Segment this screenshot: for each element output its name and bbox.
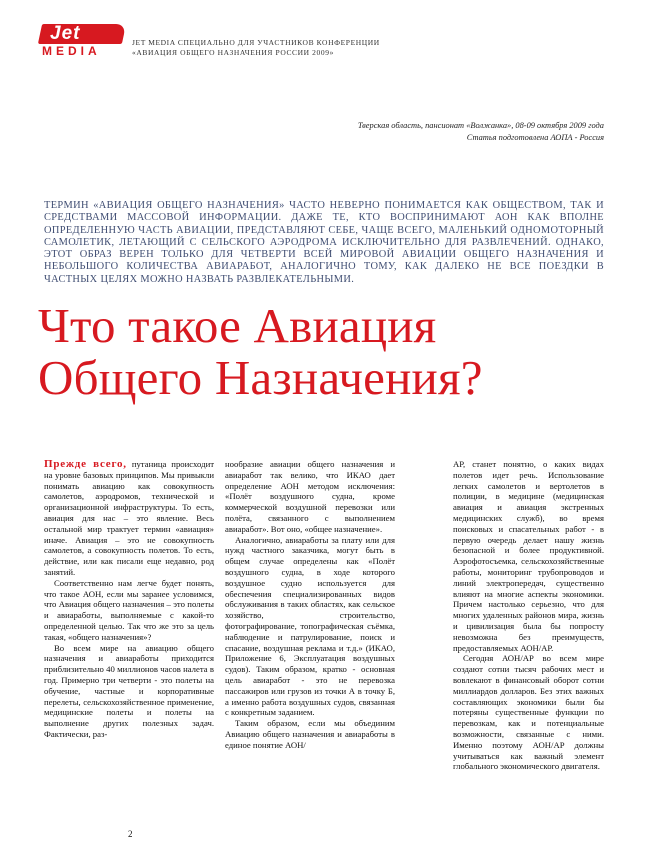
column-paragraph: АР, станет понятно, о каких видах полетов идет речь. Использование легких самолетов и вертолетов в полиции, в медицине (медицинская авиация и авиация экстренных медицинских служб), во время поисковых и спасательных работ - в первую очередь делает нашу жизнь безопасной и более продуктивной. Аэрофотосъемка, сельскохозяйственные работы, мониторинг трубопроводов и линий электропередач, существенно влияют на многие аспекты экономики. Причем настолько серьезно, что для многих удаленных районов мира, жизнь и цивилизация была бы попросту невозможна без преимуществ, предоставляемых АОН/АР. bbox=[453, 459, 604, 653]
column-paragraph: нообразие авиации общего назначения и авиаработ так велико, что ИКАО дает определение АОН методом исключения: «Полёт воздушного судна, кроме коммерческой воздушной перевозки или полёта, связанного с выполнением авиаработ». Вот оно, «общее назначение». bbox=[225, 459, 395, 534]
article-credit: Статья подготовлена АОПА - Россия bbox=[466, 132, 604, 142]
logo-media-text: MEDIA bbox=[42, 44, 101, 58]
column-paragraph: Соответственно нам легче будет понять, что такое АОН, если мы заранее условимся, что Авиация общего назначения – это полеты и авиаработы, выполняемые с какой-то определенной целью. Так что же это за цель такая, «общего назначения»? bbox=[44, 577, 214, 642]
article-headline bbox=[38, 300, 638, 404]
paragraph-text: путаница происходит на уровне базовых принципов. Мы привыкли понимать авиацию как совокупность самолетов, аэродромов, технической и организационной инфраструктуры. То есть, авиация для нас – это явление. Весь остальной мир трактует термин «авиация» иначе. Авиация – это не совокупность самолетов, а совокупность полетов. То есть, действие, или как писали еще недавно, род занятий. bbox=[44, 459, 215, 577]
jet-media-logo bbox=[40, 24, 124, 58]
header-note-line2: «АВИАЦИЯ ОБЩЕГО НАЗНАЧЕНИЯ РОССИИ 2009» bbox=[132, 48, 334, 57]
event-location-date: Тверская область, пансионат «Волжанка», 08-09 октября 2009 года bbox=[357, 121, 604, 130]
lead-in-text: Прежде всего, bbox=[44, 458, 127, 470]
event-info bbox=[244, 120, 604, 143]
page-number: 2 bbox=[128, 829, 133, 839]
lead-paragraph: ТЕРМИН «АВИАЦИЯ ОБЩЕГО НАЗНАЧЕНИЯ» ЧАСТО НЕВЕРНО ПОНИМАЕТСЯ КАК ОБЩЕСТВОМ, ТАК И СРЕДСТВАМИ МАССОВОЙ ИНФОРМАЦИИ. ДАЖЕ ТЕ, КТО ВОСПРИНИМАЮТ АОН КАК ВПОЛНЕ ОПРЕДЕЛЕННУЮ ЧАСТЬ АВИАЦИИ, ПРЕДСТАВЛЯЮТ СЕБЕ, ЧАЩЕ ВСЕГО, МАЛЕНЬКИЙ ОДНОМОТОРНЫЙ САМОЛЕТИК, ЛЕТАЮЩИЙ С СЕЛЬСКОГО АЭРОДРОМА ИСКЛЮЧИТЕЛЬНО ДЛЯ РАЗВЛЕЧЕНИЙ. ОДНАКО, ЭТОТ ОБРАЗ ВЕРЕН ТОЛЬКО ДЛЯ ЧЕТВЕРТИ ВСЕЙ МИРОВОЙ АВИАЦИИ ОБЩЕГО НАЗНАЧЕНИЯ И НЕБОЛЬШОГО КОЛИЧЕСТВА АВИАРАБОТ, АНАЛОГИЧНО ТОМУ, КАК ДАЛЕКО НЕ ВСЕ ПОЕЗДКИ В ЧАСТНЫХ ЦЕЛЯХ МОЖНО НАЗВАТЬ РАЗВЛЕКАТЕЛЬНЫМИ. bbox=[44, 200, 604, 285]
column-paragraph: Таким образом, если мы объединим Авиацию общего назначения и авиаработы в единое понятие АОН/ bbox=[225, 718, 395, 750]
column-paragraph bbox=[44, 459, 214, 578]
text-column-3 bbox=[453, 459, 604, 772]
header-note bbox=[132, 38, 432, 58]
headline-line1: Что такое Авиация bbox=[38, 298, 437, 353]
headline-line2: Общего Назначения? bbox=[38, 350, 483, 405]
text-column-1 bbox=[44, 459, 214, 740]
column-paragraph: Сегодня АОН/АР во всем мире создают сотни тысяч рабочих мест и вовлекают в финансовый оборот сотни миллиардов долларов. Без этих важных составляющих экономики были бы потеряны существенные функции по перевозкам, как и потенциальные возможности, связанные с ними. Именно поэтому АОН/АР должны учитываться как важный элемент глобального экономического двигателя. bbox=[453, 653, 604, 772]
logo-jet-text: Jet bbox=[50, 23, 81, 44]
text-column-2 bbox=[225, 459, 395, 751]
column-paragraph: Аналогично, авиаработы за плату или для нужд частного заказчика, могут быть в общем случае определены как «Полёт воздушного судна, в ходе которого воздушное судно используется для обеспечения специализированных видов обслуживания в таких областях, как сельское хозяйство, строительство, фотографирование, топографическая съёмка, наблюдение и патрулирование, поиск и спасание, воздушная реклама и т.д.» (ИКАО, Приложение 6, Эксплуатация воздушных судов). Таким образом, кратко - основная цель авиаработ - это не перевозка пассажиров или грузов из точки А в точку Б, а именно работа воздушных судов, связанная с конкретным заданием. bbox=[225, 534, 395, 718]
header-note-line1: JET MEDIA СПЕЦИАЛЬНО ДЛЯ УЧАСТНИКОВ КОНФЕРЕНЦИИ bbox=[132, 38, 380, 47]
column-paragraph: Во всем мире на авиацию общего назначения и авиаработы приходится приблизительно 40 миллионов часов налета в год. Примерно три четверти - это полеты на обучение, частные и корпоративные перелеты, сельскохозяйственное применение, медицинские полеты и полеты на выполнение других полезных задач. Фактически, раз- bbox=[44, 642, 214, 739]
